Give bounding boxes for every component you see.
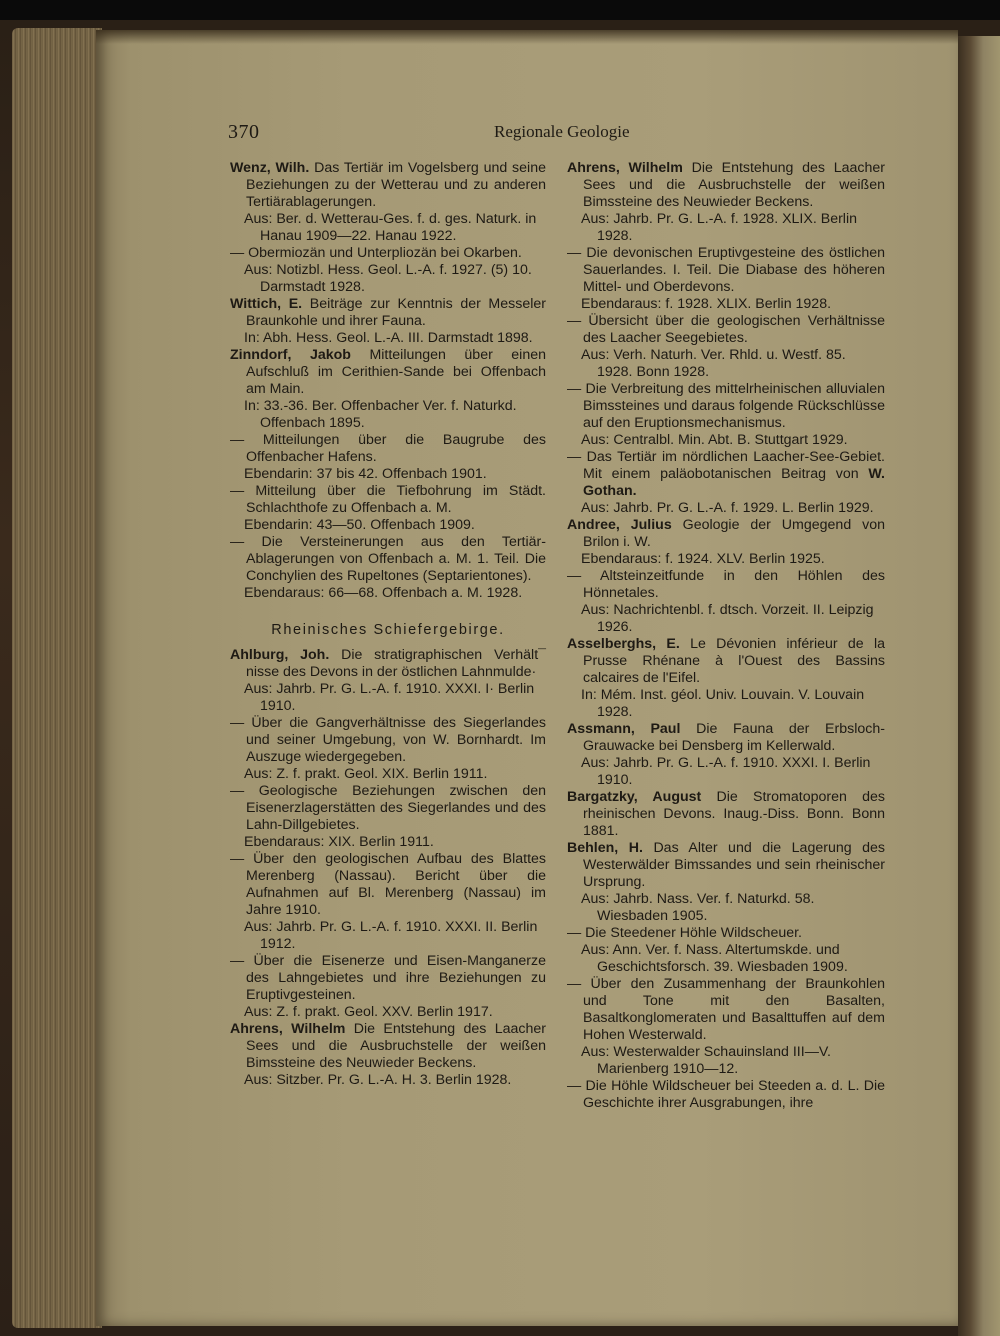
bibliography-entry bbox=[230, 783, 546, 834]
entry-source: Ebendarin: 37 bis 42. Offenbach 1901. bbox=[244, 466, 487, 482]
entry-title: Mitteilungen über einen Aufschluß im Cerithien-Sande bei Offenbach am Main. bbox=[246, 347, 547, 397]
bibliography-entry bbox=[230, 953, 546, 1004]
entry-author: Wittich, E. bbox=[230, 296, 303, 312]
entry-title: Beiträge zur Kenntnis der Messeler Braunkohle und ihrer Fauna. bbox=[246, 296, 546, 329]
entry-source: Aus: Jahrb. Nass. Ver. f. Naturkd. 58. Wiesbaden 1905. bbox=[581, 891, 815, 924]
entry-source: Aus: Centralbl. Min. Abt. B. Stuttgart 1929. bbox=[581, 432, 848, 448]
entry-author: Andree, Julius bbox=[567, 517, 672, 533]
entry-source: Aus: Ann. Ver. f. Nass. Altertumskde. und Geschichtsforsch. 39. Wiesbaden 1909. bbox=[581, 942, 848, 975]
bibliography-entry bbox=[567, 449, 885, 500]
entry-title: — Mitteilung über die Tiefbohrung im Städt. Schlachthofe zu Offenbach a. M. bbox=[230, 483, 546, 516]
entry-source: Ebendaraus: f. 1928. XLIX. Berlin 1928. bbox=[581, 296, 832, 312]
section-heading: Rheinisches Schiefergebirge. bbox=[271, 622, 505, 638]
entry-source: Ebendaraus: f. 1924. XLV. Berlin 1925. bbox=[581, 551, 825, 567]
bibliography-entry bbox=[230, 715, 546, 766]
entry-source: Ebendarin: 43—50. Offenbach 1909. bbox=[244, 517, 475, 533]
bibliography-entry bbox=[567, 840, 885, 891]
bibliography-entry bbox=[230, 432, 546, 466]
entry-title: Das Alter und die Lagerung des Westerwälder Bimssandes und sein rheinischer Ursprung. bbox=[583, 840, 885, 890]
entry-author: Zinndorf, Jakob bbox=[230, 347, 351, 363]
entry-source: Aus: Sitzber. Pr. G. L.-A. H. 3. Berlin 1928. bbox=[244, 1072, 512, 1088]
entry-title: — Geologische Beziehungen zwischen den Eisenerzlagerstätten des Siegerlandes und des Lahn-Dillgebietes. bbox=[230, 783, 546, 833]
entry-title: — Über die Eisenerze und Eisen-Manganerze des Lahngebietes und ihre Beziehungen zu Eruptivgesteinen. bbox=[230, 953, 546, 1003]
entry-title: — Über die Gangverhältnisse des Siegerlandes und seiner Umgebung, von W. Bornhardt. Im Auszuge wiedergegeben. bbox=[230, 715, 546, 765]
entry-source: In: Abh. Hess. Geol. L.-A. III. Darmstadt 1898. bbox=[244, 330, 533, 346]
left-entries-after bbox=[230, 647, 546, 1089]
bibliography-entry bbox=[567, 313, 885, 347]
bibliography-entry bbox=[567, 568, 885, 602]
entry-source: Aus: Westerwalder Schauinsland III—V. Marienberg 1910—12. bbox=[581, 1044, 831, 1077]
entry-source: Aus: Notizbl. Hess. Geol. L.-A. f. 1927. (5) 10. Darmstadt 1928. bbox=[244, 262, 532, 295]
entry-title: — Die Höhle Wildscheuer bei Steeden a. d. L. Die Geschichte ihrer Ausgrabungen, ihre bbox=[567, 1078, 885, 1111]
entry-author: Ahrens, Wilhelm bbox=[230, 1021, 346, 1037]
entry-title: — Die Steedener Höhle Wildscheuer. bbox=[567, 925, 803, 941]
entry-title: Le Dévonien inférieur de la Prusse Rhénane à l'Ouest des Bassins calcaires de l'Eifel. bbox=[583, 636, 885, 686]
bibliography-entry bbox=[567, 381, 885, 432]
left-column bbox=[230, 160, 546, 1089]
right-column bbox=[567, 160, 885, 1112]
bibliography-entry bbox=[230, 245, 546, 262]
entry-title: — Die Versteinerungen aus den Tertiär-Ablagerungen von Offenbach a. M. 1. Teil. Die Conchylien des Rupeltones (Septarientones). bbox=[230, 534, 546, 584]
entry-author: Asselberghs, E. bbox=[567, 636, 680, 652]
bibliography-entry bbox=[567, 789, 885, 840]
book-binding-edge bbox=[958, 36, 1000, 1336]
page-number: 370 bbox=[228, 121, 260, 143]
page-block-edges bbox=[12, 28, 102, 1328]
entry-title: — Das Tertiär im nördlichen Laacher-See-Gebiet. Mit einem paläobotanischen Beitrag von bbox=[567, 449, 885, 482]
bibliography-entry bbox=[567, 721, 885, 755]
entry-source: Aus: Jahrb. Pr. G. L.-A. f. 1928. XLIX. Berlin 1928. bbox=[581, 211, 857, 244]
entry-source: In: 33.-36. Ber. Offenbacher Ver. f. Naturkd. Offenbach 1895. bbox=[244, 398, 517, 431]
entry-author: Ahlburg, Joh. bbox=[230, 647, 330, 663]
bibliography-entry bbox=[567, 160, 885, 211]
entry-title: — Die Verbreitung des mittelrheinischen alluvialen Bimssteines und daraus folgende Rückschlüsse auf den Eruptionsmechanismus. bbox=[567, 381, 885, 431]
entry-author: Assmann, Paul bbox=[567, 721, 681, 737]
bibliography-entry bbox=[230, 534, 546, 585]
entry-title: — Altsteinzeitfunde in den Höhlen des Hönnetales. bbox=[567, 568, 885, 601]
entry-title: Das Tertiär im Vogelsberg und seine Beziehungen zu der Wetterau und zu anderen Tertiärablagerungen. bbox=[246, 160, 546, 210]
entry-title: Die Entstehung des Laacher Sees und die Ausbruchstelle der weißen Bimssteine des Neuwieder Beckens. bbox=[583, 160, 886, 210]
bibliography-entry bbox=[567, 925, 885, 942]
entry-title: — Obermiozän und Unterpliozän bei Okarben. bbox=[230, 245, 522, 261]
entry-source: Aus: Nachrichtenbl. f. dtsch. Vorzeit. II. Leipzig 1926. bbox=[581, 602, 874, 635]
bibliography-entry bbox=[230, 296, 546, 330]
entry-source: Ebendaraus: XIX. Berlin 1911. bbox=[244, 834, 434, 850]
bibliography-entry bbox=[230, 483, 546, 517]
entry-source: Aus: Verh. Naturh. Ver. Rhld. u. Westf. 85. 1928. Bonn 1928. bbox=[581, 347, 846, 380]
bibliography-entry bbox=[230, 347, 546, 398]
entry-title: — Mitteilungen über die Baugrube des Offenbacher Hafens. bbox=[230, 432, 546, 465]
left-entries-before bbox=[230, 160, 546, 602]
bibliography-entry bbox=[230, 647, 546, 681]
entry-contributor: W. Gothan. bbox=[583, 466, 885, 499]
entry-author: Wenz, Wilh. bbox=[230, 160, 310, 176]
entry-source: Aus: Jahrb. Pr. G. L.-A. f. 1910. XXXI. I. Berlin 1910. bbox=[581, 755, 871, 788]
entry-author: Behlen, H. bbox=[567, 840, 643, 856]
entry-title: — Übersicht über die geologischen Verhältnisse des Laacher Seegebietes. bbox=[567, 313, 885, 346]
right-entries bbox=[567, 160, 885, 1112]
entry-title: Die Entstehung des Laacher Sees und die Ausbruchstelle der weißen Bimssteine des Neuwieder Beckens. bbox=[246, 1021, 546, 1071]
entry-source: Aus: Jahrb. Pr. G. L.-A. f. 1929. L. Berlin 1929. bbox=[581, 500, 874, 516]
running-head: Regionale Geologie bbox=[494, 122, 630, 141]
entry-title: — Über den geologischen Aufbau des Blattes Merenberg (Nassau). Bericht über die Aufnahmen auf Bl. Merenberg (Nassau) im Jahre 1910. bbox=[230, 851, 546, 918]
bibliography-entry bbox=[567, 636, 885, 687]
entry-title: Die Stromatoporen des rheinischen Devons. Inaug.-Diss. Bonn. Bonn 1881. bbox=[583, 789, 885, 839]
bibliography-entry bbox=[567, 976, 885, 1044]
bibliography-entry bbox=[230, 160, 546, 211]
bibliography-entry bbox=[567, 1078, 885, 1112]
entry-author: Ahrens, Wilhelm bbox=[567, 160, 683, 176]
entry-title: Die stratigraphischen Verhält¯ nisse des Devons in der östlichen Lahnmulde· bbox=[246, 647, 546, 680]
bibliography-entry bbox=[230, 1021, 546, 1072]
bibliography-entry bbox=[567, 517, 885, 551]
bibliography-entry bbox=[567, 245, 885, 296]
entry-source: Aus: Z. f. prakt. Geol. XIX. Berlin 1911. bbox=[244, 766, 488, 782]
entry-source: Aus: Jahrb. Pr. G. L.-A. f. 1910. XXXI. II. Berlin 1912. bbox=[244, 919, 538, 952]
entry-title: Die Fauna der Erbsloch-Grauwacke bei Densberg im Kellerwald. bbox=[583, 721, 885, 754]
entry-author: Bargatzky, August bbox=[567, 789, 702, 805]
entry-source: Aus: Ber. d. Wetterau-Ges. f. d. ges. Naturk. in Hanau 1909—22. Hanau 1922. bbox=[244, 211, 537, 244]
entry-source: Ebendaraus: 66—68. Offenbach a. M. 1928. bbox=[244, 585, 523, 601]
entry-title: Geologie der Umgegend von Brilon i. W. bbox=[583, 517, 886, 550]
bibliography-entry bbox=[230, 851, 546, 919]
entry-source: Aus: Jahrb. Pr. G. L.-A. f. 1910. XXXI. I· Berlin 1910. bbox=[244, 681, 535, 714]
entry-title: — Über den Zusammenhang der Braunkohlen und Tone mit den Basalten, Basaltkonglomeraten und Basalttuffen auf dem Hohen Westerwald. bbox=[567, 976, 885, 1043]
entry-source: Aus: Z. f. prakt. Geol. XXV. Berlin 1917. bbox=[244, 1004, 493, 1020]
page-top-shadow bbox=[96, 30, 958, 44]
entry-source: In: Mém. Inst. géol. Univ. Louvain. V. Louvain 1928. bbox=[581, 687, 865, 720]
entry-title: — Die devonischen Eruptivgesteine des östlichen Sauerlandes. I. Teil. Die Diabase des höheren Mittel- und Oberdevons. bbox=[567, 245, 885, 295]
